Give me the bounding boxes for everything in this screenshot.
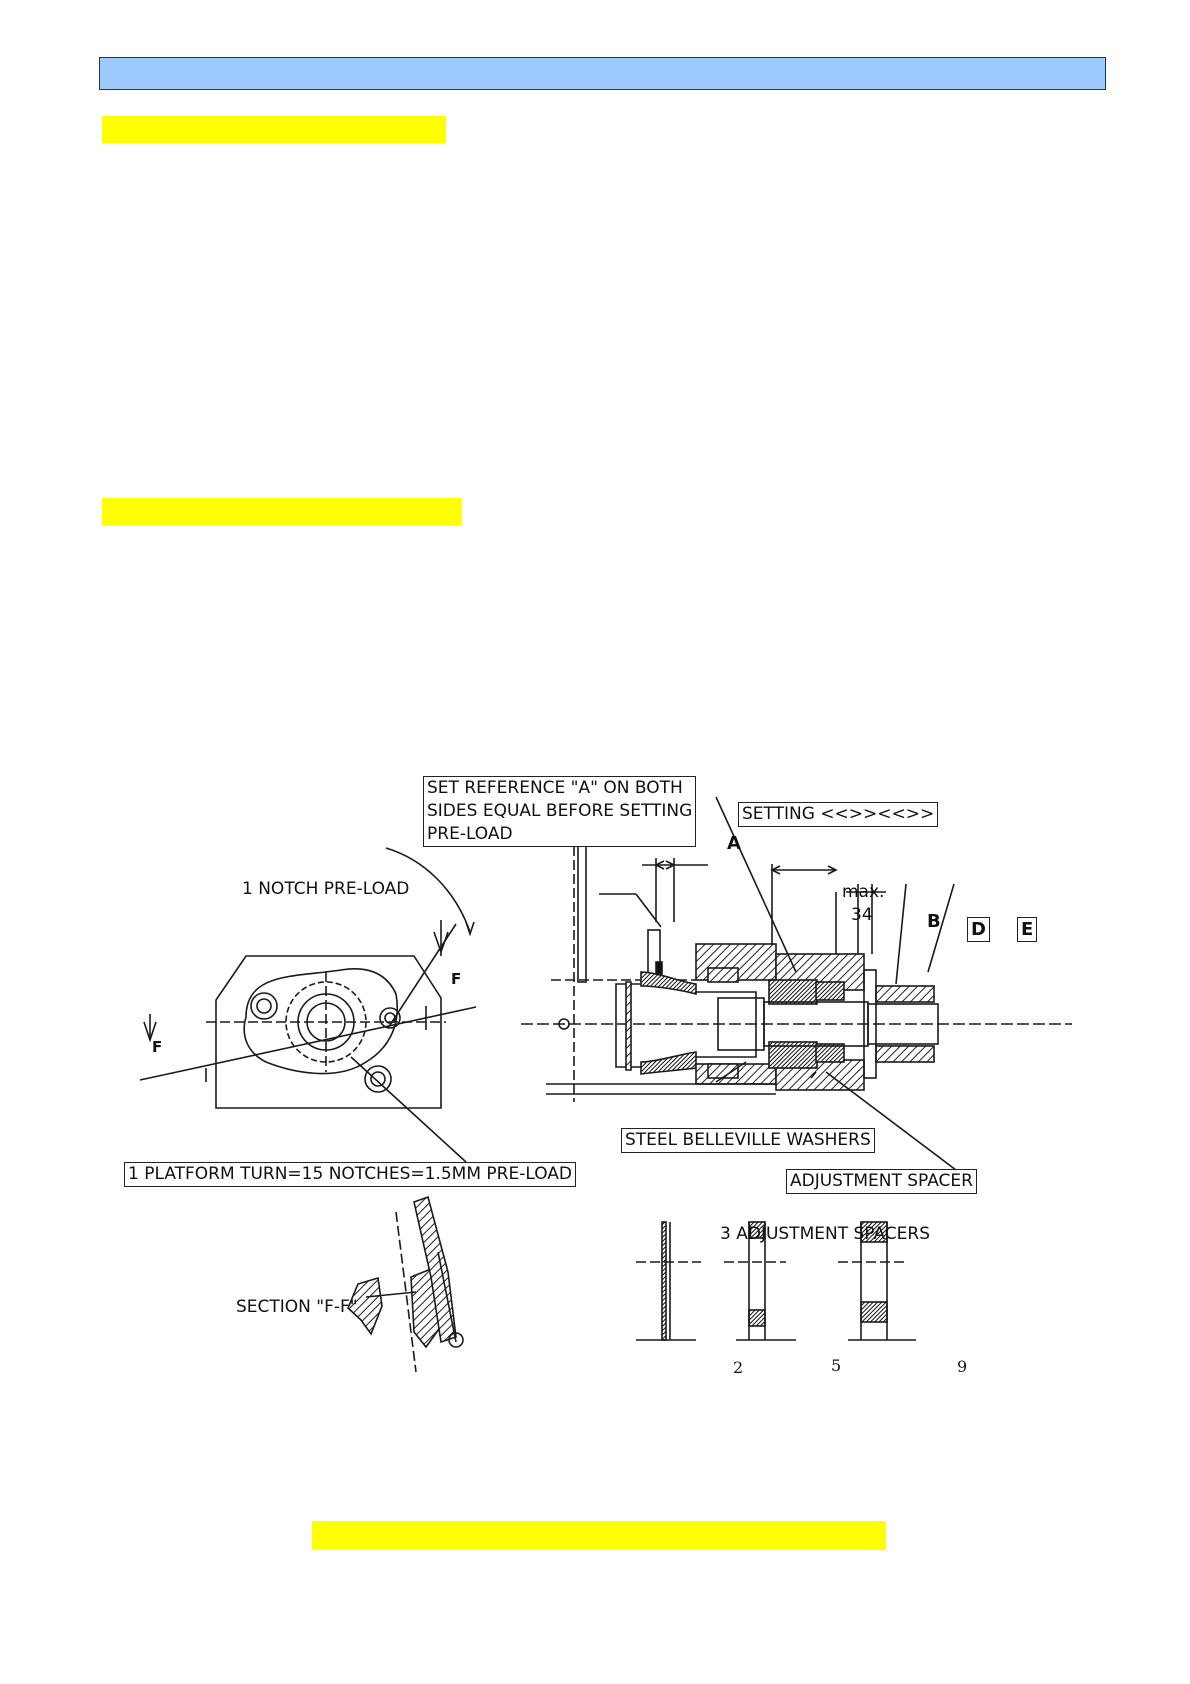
max-label: max. bbox=[842, 882, 885, 902]
platform-turn-label: 1 PLATFORM TURN=15 NOTCHES=1.5MM PRE-LOAD bbox=[124, 1162, 576, 1187]
section-ff-label: SECTION "F-F" bbox=[236, 1297, 358, 1317]
reference-a-label: A bbox=[727, 833, 741, 854]
section-header-bar bbox=[99, 57, 1106, 90]
reference-d-label: D bbox=[967, 917, 990, 942]
highlight-heading-1 bbox=[102, 116, 446, 143]
three-spacers-label: 3 ADJUSTMENT SPACERS bbox=[720, 1224, 930, 1244]
adjustment-spacer-label: ADJUSTMENT SPACER bbox=[786, 1169, 977, 1194]
reference-e-label: E bbox=[1017, 917, 1037, 942]
setting-label: SETTING <<>><<>> bbox=[738, 802, 938, 827]
set-reference-label: SET REFERENCE "A" ON BOTH SIDES EQUAL BEFORE SETTING PRE-LOAD bbox=[423, 776, 696, 847]
max-value-label: 34 bbox=[851, 905, 873, 925]
section-marker-f-left: F bbox=[152, 1038, 163, 1056]
highlight-caption bbox=[312, 1521, 886, 1550]
spacer-size-2: 2 bbox=[733, 1358, 744, 1377]
drawing-linework bbox=[96, 772, 1072, 1464]
spacer-size-9: 9 bbox=[957, 1357, 968, 1376]
notch-preload-label: 1 NOTCH PRE-LOAD bbox=[242, 879, 410, 899]
technical-drawing bbox=[96, 772, 1072, 1464]
reference-b-label: B bbox=[927, 911, 941, 932]
highlight-heading-2 bbox=[102, 498, 461, 525]
section-marker-f-right: F bbox=[451, 970, 462, 988]
spacer-size-5: 5 bbox=[831, 1356, 842, 1375]
platform-outline bbox=[216, 956, 441, 1108]
belleville-washers-label: STEEL BELLEVILLE WASHERS bbox=[621, 1128, 875, 1153]
